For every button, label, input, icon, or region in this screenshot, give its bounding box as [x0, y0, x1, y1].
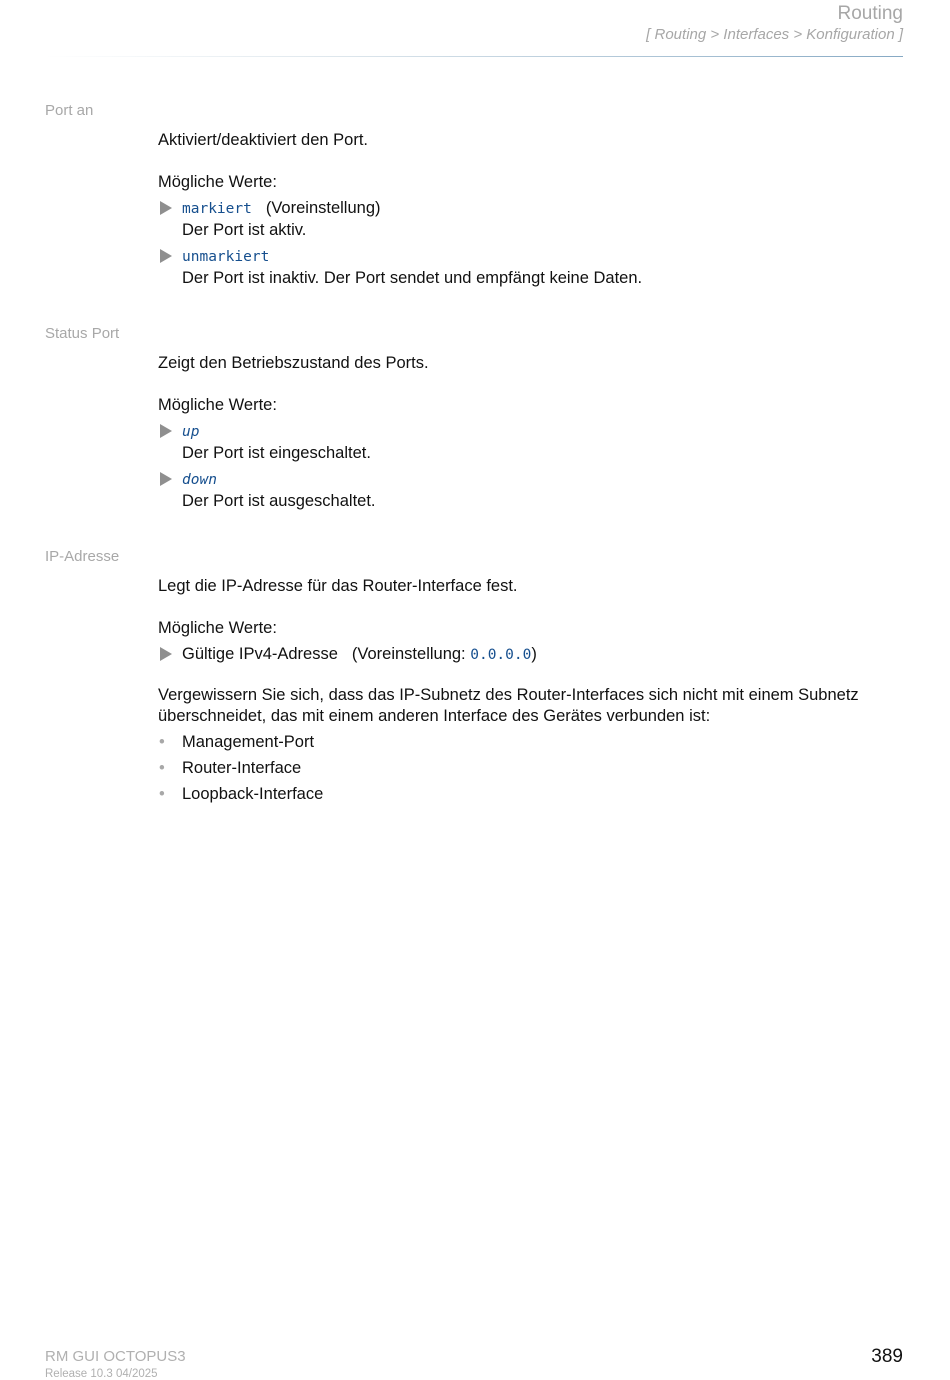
- option-value: markiert: [182, 201, 252, 217]
- bullet-dot-icon: •: [159, 733, 165, 751]
- option-value: up: [182, 424, 200, 440]
- option-item: [158, 198, 903, 241]
- option-detail: Der Port ist inaktiv. Der Port sendet und empfängt keine Daten.: [182, 269, 643, 287]
- section-label: IP-Adresse: [45, 548, 120, 565]
- values-heading: Mögliche Werte:: [158, 619, 277, 637]
- values-heading: Mögliche Werte:: [158, 173, 277, 191]
- option-item: [158, 644, 903, 666]
- option-note: (Voreinstellung): [265, 199, 381, 217]
- list-item-text: Router-Interface: [182, 759, 302, 777]
- option-text: Gültige IPv4-Adresse: [182, 645, 338, 663]
- option-item: [158, 421, 903, 464]
- description: Zeigt den Betriebszustand des Ports.: [158, 354, 429, 372]
- section-label: Status Port: [45, 325, 120, 342]
- triangle-bullet-icon: [160, 201, 172, 215]
- option-value: unmarkiert: [182, 249, 270, 265]
- triangle-bullet-icon: [160, 424, 172, 438]
- footer-product: RM GUI OCTOPUS3: [45, 1348, 186, 1365]
- option-note-suffix: ): [531, 645, 537, 663]
- default-value: 0.0.0.0: [470, 647, 532, 663]
- triangle-bullet-icon: [160, 647, 172, 661]
- option-line: [182, 198, 903, 220]
- breadcrumb: [ Routing > Interfaces > Konfiguration ]: [646, 26, 903, 43]
- values-heading: Mögliche Werte:: [158, 396, 277, 414]
- option-detail: Der Port ist eingeschaltet.: [182, 444, 371, 462]
- bullet-dot-icon: •: [159, 785, 165, 803]
- section-body: [158, 576, 903, 805]
- option-value: down: [182, 472, 217, 488]
- bullet-dot-icon: •: [159, 759, 165, 777]
- description: Aktiviert/deaktiviert den Port.: [158, 131, 369, 149]
- section-body: [158, 130, 903, 289]
- option-line: [182, 644, 903, 666]
- list-item-text: Management-Port: [182, 733, 315, 751]
- list-item: [158, 784, 903, 805]
- option-note-prefix: (Voreinstellung:: [351, 645, 471, 663]
- option-detail: Der Port ist ausgeschaltet.: [182, 492, 376, 510]
- option-item: [158, 469, 903, 512]
- triangle-bullet-icon: [160, 472, 172, 486]
- list-item: [158, 732, 903, 753]
- footer-release: Release 10.3 04/2025: [45, 1368, 158, 1380]
- section-label: Port an: [45, 102, 94, 119]
- option-item: [158, 246, 903, 289]
- header-divider: [45, 56, 903, 57]
- list-item-text: Loopback-Interface: [182, 785, 324, 803]
- chapter-title: Routing: [837, 3, 903, 24]
- section-body: [158, 353, 903, 512]
- page-number: 389: [871, 1346, 903, 1367]
- option-detail: Der Port ist aktiv.: [182, 221, 307, 239]
- description: Legt die IP-Adresse für das Router-Interface fest.: [158, 577, 518, 595]
- note-paragraph: Vergewissern Sie sich, dass das IP-Subnetz des Router-Interfaces sich nicht mit einem Subnetz überschneidet, das mit einem anderen Interface des Gerätes verbunden ist:: [158, 686, 859, 725]
- triangle-bullet-icon: [160, 249, 172, 263]
- list-item: [158, 758, 903, 779]
